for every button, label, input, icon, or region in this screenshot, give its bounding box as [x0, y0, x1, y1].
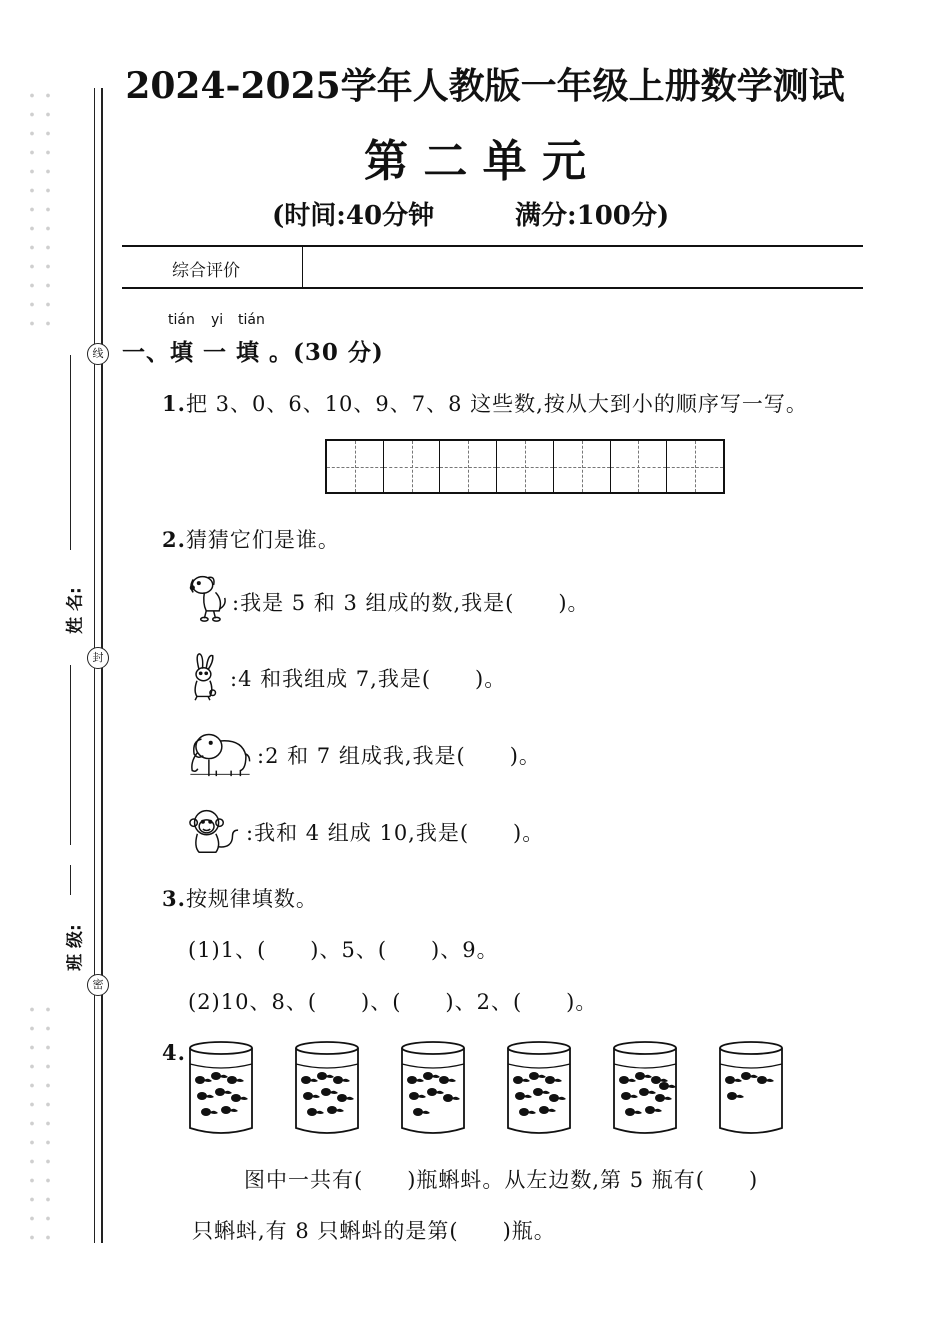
- tadpole-icon: [539, 1106, 556, 1114]
- seal-seal-mark: 封: [87, 647, 109, 669]
- q1-text: 把 3、0、6、10、9、7、8 这些数,按从大到小的顺序写一写。: [185, 392, 808, 416]
- tadpole-icon: [545, 1076, 562, 1084]
- tadpole-icon: [409, 1092, 426, 1100]
- tadpole-icon: [337, 1094, 354, 1102]
- jar-icon: [400, 1040, 466, 1136]
- tadpole-icon: [625, 1108, 642, 1116]
- q3: [162, 883, 318, 913]
- class-underline-top: [70, 865, 71, 895]
- tadpole-icon: [327, 1106, 344, 1114]
- tadpole-icon: [725, 1076, 742, 1084]
- q4-line2: 只蝌蚪,有 8 只蝌蚪的是第( )瓶。: [192, 1219, 556, 1243]
- score-info: 满分:100分): [515, 201, 670, 231]
- tadpole-icon: [221, 1106, 238, 1114]
- monkey-icon: [186, 806, 242, 856]
- jar-icon: [718, 1040, 784, 1136]
- answer-cell[interactable]: [667, 441, 723, 492]
- tadpole-icon: [519, 1108, 536, 1116]
- q2-item-dog: :我是 5 和 3 组成的数,我是( )。: [232, 591, 590, 615]
- tadpole-icon: [215, 1088, 232, 1096]
- tadpole-icon: [303, 1092, 320, 1100]
- seal-line-mark: 线: [87, 343, 109, 365]
- tadpole-icon: [529, 1072, 546, 1080]
- unit-title: 第 二 单 元: [364, 136, 586, 187]
- margin-dots-top: [24, 86, 62, 331]
- margin-dots-bottom: [24, 1000, 62, 1240]
- tadpole-icon: [231, 1094, 248, 1102]
- q4-line1: 图中一共有( )瓶蝌蚪。从左边数,第 5 瓶有( ): [244, 1168, 759, 1192]
- pinyin-3: tián: [238, 312, 265, 328]
- answer-cell[interactable]: [384, 441, 441, 492]
- answer-cell[interactable]: [440, 441, 497, 492]
- page-title: 2024-2025学年人教版一年级上册数学测试: [125, 65, 845, 107]
- q3-item-1: (1)1、( )、5、( )、9。: [188, 938, 499, 962]
- tadpole-icon: [407, 1076, 424, 1084]
- tadpole-icon: [727, 1092, 744, 1100]
- tadpole-icon: [195, 1076, 212, 1084]
- tadpole-icon: [301, 1076, 318, 1084]
- name-label: 姓 名:: [65, 587, 86, 634]
- q2-number: 2.: [162, 527, 186, 552]
- q2-item-monkey: :我和 4 组成 10,我是( )。: [246, 821, 545, 845]
- jar-icon: [612, 1040, 678, 1136]
- q4-number: 4.: [162, 1040, 186, 1065]
- class-label: 班 级:: [65, 924, 86, 971]
- dog-icon: [186, 572, 232, 622]
- rabbit-icon: [186, 652, 232, 702]
- answer-cell[interactable]: [611, 441, 668, 492]
- tadpole-icon: [513, 1076, 530, 1084]
- tadpole-icon: [621, 1092, 638, 1100]
- answer-cell[interactable]: [554, 441, 611, 492]
- answer-cell[interactable]: [497, 441, 554, 492]
- q1-number: 1.: [162, 391, 186, 416]
- tadpole-icon: [655, 1094, 672, 1102]
- tadpole-icon: [443, 1094, 460, 1102]
- q2-item-rabbit: :4 和我组成 7,我是( )。: [230, 667, 507, 691]
- tadpole-icon: [619, 1076, 636, 1084]
- pinyin-2: yi: [211, 312, 224, 328]
- tadpole-icon: [423, 1072, 440, 1080]
- jar-icon: [188, 1040, 254, 1136]
- tadpole-icon: [317, 1072, 334, 1080]
- tadpole-icon: [227, 1076, 244, 1084]
- tadpole-icon: [413, 1108, 430, 1116]
- elephant-icon: [186, 728, 254, 778]
- tadpole-icon: [659, 1082, 676, 1090]
- evaluation-input[interactable]: [304, 247, 863, 285]
- tadpole-icon: [201, 1108, 218, 1116]
- name-underline-bottom: [70, 665, 71, 845]
- tadpole-icon: [197, 1092, 214, 1100]
- tadpole-icon: [533, 1088, 550, 1096]
- tadpole-icon: [321, 1088, 338, 1096]
- tadpole-icon: [757, 1076, 774, 1084]
- q3-item-2: (2)10、8、( )、( )、2、( )。: [188, 990, 598, 1014]
- q1: [162, 388, 808, 418]
- q2-text: 猜猜它们是谁。: [185, 528, 340, 552]
- jar-icon: [506, 1040, 572, 1136]
- tadpole-icon: [515, 1092, 532, 1100]
- tadpole-icon: [439, 1076, 456, 1084]
- tadpole-icon: [741, 1072, 758, 1080]
- evaluation-divider: [302, 247, 303, 287]
- tadpole-icon: [307, 1108, 324, 1116]
- name-underline-top: [70, 355, 71, 550]
- q2: [162, 524, 340, 554]
- answer-grid[interactable]: [325, 439, 725, 494]
- tadpole-icon: [635, 1072, 652, 1080]
- tadpole-icon: [645, 1106, 662, 1114]
- pinyin-1: tián: [168, 312, 195, 328]
- q3-text: 按规律填数。: [185, 887, 318, 911]
- section-heading: 一、填 一 填 。(30 分): [122, 339, 384, 366]
- tadpole-icon: [639, 1088, 656, 1096]
- q2-item-elephant: :2 和 7 组成我,我是( )。: [257, 744, 541, 768]
- answer-cell[interactable]: [327, 441, 384, 492]
- time-info: (时间:40分钟: [272, 201, 435, 231]
- tadpole-icon: [333, 1076, 350, 1084]
- evaluation-label: 综合评价: [172, 261, 240, 281]
- tadpole-icon: [427, 1088, 444, 1096]
- seal-secret-mark: 密: [87, 974, 109, 996]
- tadpole-icon: [549, 1094, 566, 1102]
- jar-icon: [294, 1040, 360, 1136]
- tadpole-icon: [211, 1072, 228, 1080]
- q3-number: 3.: [162, 886, 186, 911]
